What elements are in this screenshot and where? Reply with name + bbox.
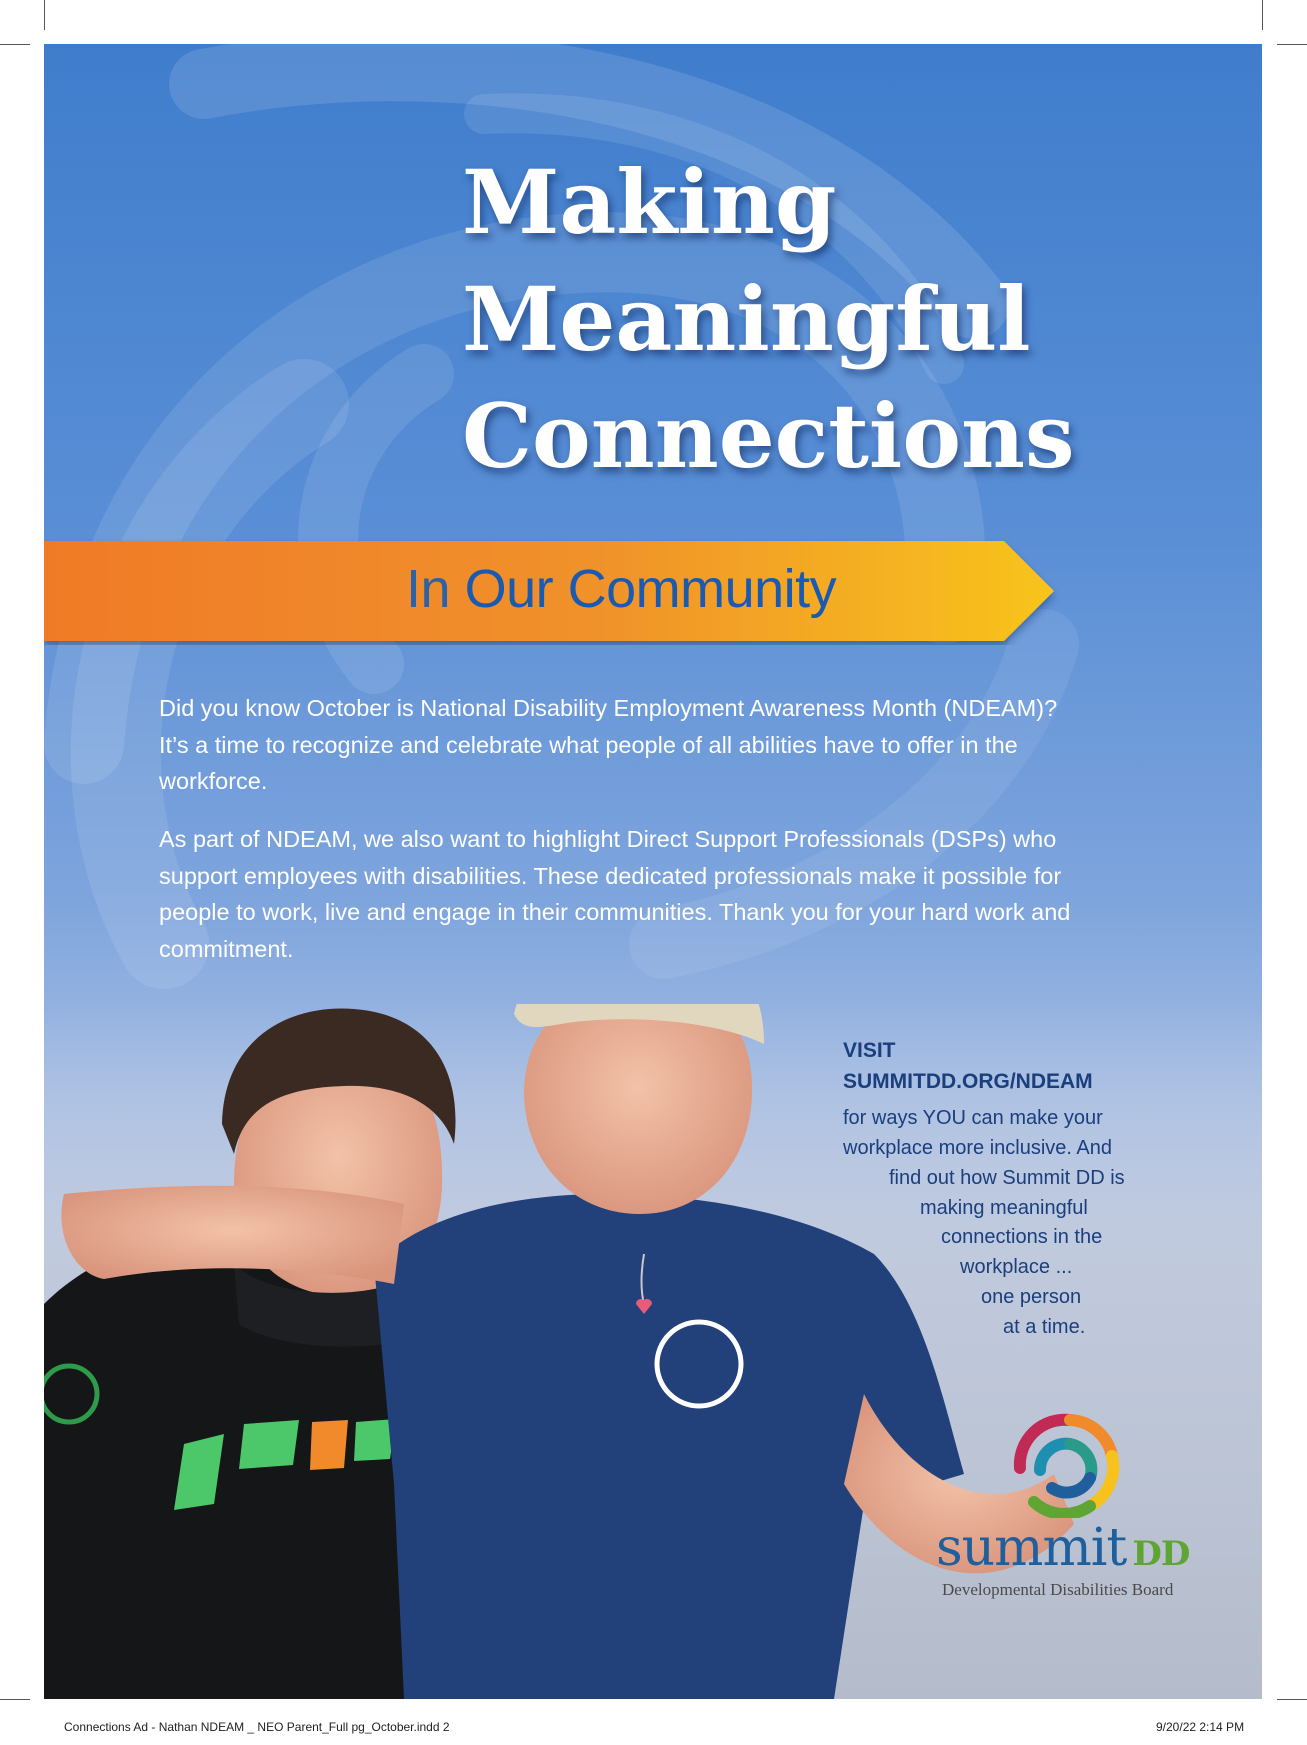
- crop-mark: [0, 44, 30, 45]
- headline-line-3: Connections: [462, 384, 1075, 488]
- visit-label: VISIT: [843, 1039, 896, 1062]
- banner-prefix: In: [406, 559, 451, 619]
- body-paragraph-1: Did you know October is National Disability Employment Awareness Month (NDEAM)? It’s a time to recognize and celebrate what people of all abilities have to offer in the workforce.: [159, 695, 1058, 794]
- cta-line: workplace ...: [960, 1256, 1073, 1278]
- crop-mark: [1277, 1699, 1307, 1700]
- body-paragraph-2: As part of NDEAM, we also want to highlight Direct Support Professionals (DSPs) who support employees with disabilities. These dedicated professionals make it possible for people to work, live and engage in their communities. Thank you for your hard work and commitment.: [159, 826, 1071, 962]
- banner-emphasis: Our Community: [464, 559, 837, 619]
- summit-swirl-logo-icon: [1000, 1408, 1130, 1518]
- logo-word: summit: [936, 1518, 1127, 1578]
- crop-mark: [44, 0, 45, 30]
- cta-line: making meaningful: [920, 1197, 1088, 1219]
- visit-callout: [843, 1035, 1173, 1097]
- logo-tagline: Developmental Disabilities Board: [942, 1580, 1174, 1599]
- advertisement: [44, 44, 1262, 1699]
- cta-line: workplace more inclusive. And: [843, 1137, 1113, 1159]
- cta-line: for ways YOU can make your: [843, 1107, 1103, 1129]
- cta-line: find out how Summit DD is: [889, 1167, 1125, 1189]
- print-slug-timestamp: 9/20/22 2:14 PM: [1156, 1720, 1245, 1734]
- print-slug-file: Connections Ad - Nathan NDEAM _ NEO Parent_Full pg_October.indd 2: [64, 1720, 450, 1734]
- logo-wordmark: [936, 1518, 1189, 1578]
- banner-title: [406, 558, 836, 620]
- cta-line: connections in the: [941, 1226, 1103, 1248]
- crop-mark: [1262, 0, 1263, 30]
- logo-dd: DD: [1132, 1534, 1190, 1574]
- crop-mark: [0, 1699, 30, 1700]
- visit-url[interactable]: SUMMITDD.ORG/NDEAM: [843, 1070, 1093, 1093]
- cta-line: one person: [981, 1286, 1082, 1308]
- headline: [462, 144, 1075, 495]
- headline-line-1: Making: [462, 150, 837, 254]
- headline-line-2: Meaningful: [462, 267, 1031, 371]
- crop-mark: [1277, 44, 1307, 45]
- cta-line: at a time.: [1003, 1316, 1086, 1338]
